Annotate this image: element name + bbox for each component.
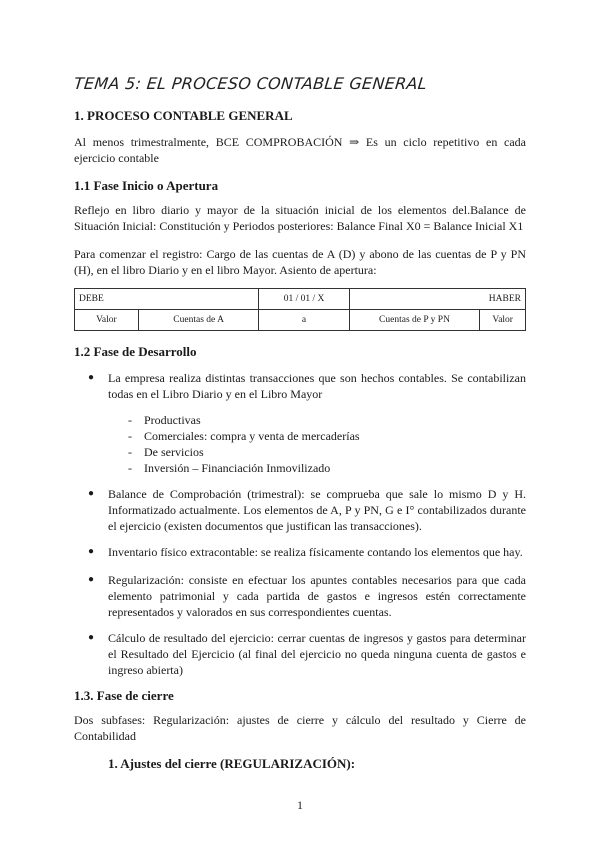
section-1-intro: Al menos trimestralmente, BCE COMPROBACIÓN ⇒ Es un ciclo repetitivo en cada ejercicio contable	[74, 135, 526, 165]
bullet-icon: ●	[88, 372, 95, 383]
cuentas-p-cell: Cuentas de P y PN	[349, 310, 480, 331]
section-1-heading: 1. PROCESO CONTABLE GENERAL	[74, 108, 293, 123]
bullet-icon: ●	[88, 488, 95, 499]
section-1-1-heading: 1.1 Fase Inicio o Apertura	[74, 178, 219, 193]
bullet-icon: ●	[88, 546, 95, 557]
section-1-3-heading: 1.3. Fase de cierre	[74, 688, 174, 703]
bullet-icon: ●	[88, 632, 95, 643]
section-1-1-para1: Reflejo en libro diario y mayor de la situación inicial de los elementos del.Balance de Situación Inicial: Constitución y Periodos posteriores: Balance Final X0 = Balance Inicial X1	[74, 203, 526, 233]
section-1-1-para2: Para comenzar el registro: Cargo de las cuentas de A (D) y abono de las cuentas de P y PN (H), en el libro Diario y en el libro Mayor. Asiento de apertura:	[74, 247, 526, 277]
debe-cell: DEBE	[75, 289, 259, 310]
table-row	[75, 289, 526, 310]
list-item: ● Cálculo de resultado del ejercicio: cerrar cuentas de ingresos y gastos para determinar el Resultado del Ejercicio (al final del ejercicio no queda ninguna cuenta de gastos e ingreso abierta)	[88, 631, 526, 677]
valor-right-cell: Valor	[480, 310, 526, 331]
list-item: ● Balance de Comprobación (trimestral): se comprueba que sale lo mismo D y H. Informatizado actualmente. Los elementos de A, P y PN, G e I° contabilizados durante el ejercicio (existen documentos que justifican las transacciones).	[88, 487, 526, 533]
bullet-icon: ●	[88, 574, 95, 585]
opening-entry-table	[74, 288, 526, 331]
list-item: ● Inventario físico extracontable: se realiza físicamente contando los elementos que hay.	[88, 545, 523, 559]
date-cell: 01 / 01 / X	[259, 289, 349, 310]
sub-list-item: - Comerciales: compra y venta de mercaderías	[128, 429, 360, 443]
a-cell: a	[259, 310, 349, 331]
section-1-3-para: Dos subfases: Regularización: ajustes de cierre y cálculo del resultado y Cierre de Contabilidad	[74, 713, 526, 743]
haber-cell: HABER	[349, 289, 525, 310]
section-1-2-heading: 1.2 Fase de Desarrollo	[74, 344, 197, 359]
section-1-3-subheading: 1. Ajustes del cierre (REGULARIZACIÓN):	[108, 756, 356, 771]
valor-left-cell: Valor	[75, 310, 139, 331]
cuentas-a-cell: Cuentas de A	[138, 310, 259, 331]
table-row	[75, 310, 526, 331]
sub-list-item: - Inversión – Financiación Inmovilizado	[128, 461, 331, 475]
sub-list-item: - Productivas	[128, 413, 201, 427]
list-item: ● La empresa realiza distintas transacciones que son hechos contables. Se contabilizan todas en el Libro Diario y en el Libro Mayor	[88, 371, 526, 401]
page-number: 1	[297, 798, 303, 812]
document-title: TEMA 5: EL PROCESO CONTABLE GENERAL	[73, 74, 429, 93]
sub-list-item: - De servicios	[128, 445, 204, 459]
list-item: ● Regularización: consiste en efectuar los apuntes contables necesarios para que cada elemento patrimonial y cada partida de gastos e ingresos estén correctamente representados y valorados en sus correspondientes cuentas.	[88, 573, 526, 619]
